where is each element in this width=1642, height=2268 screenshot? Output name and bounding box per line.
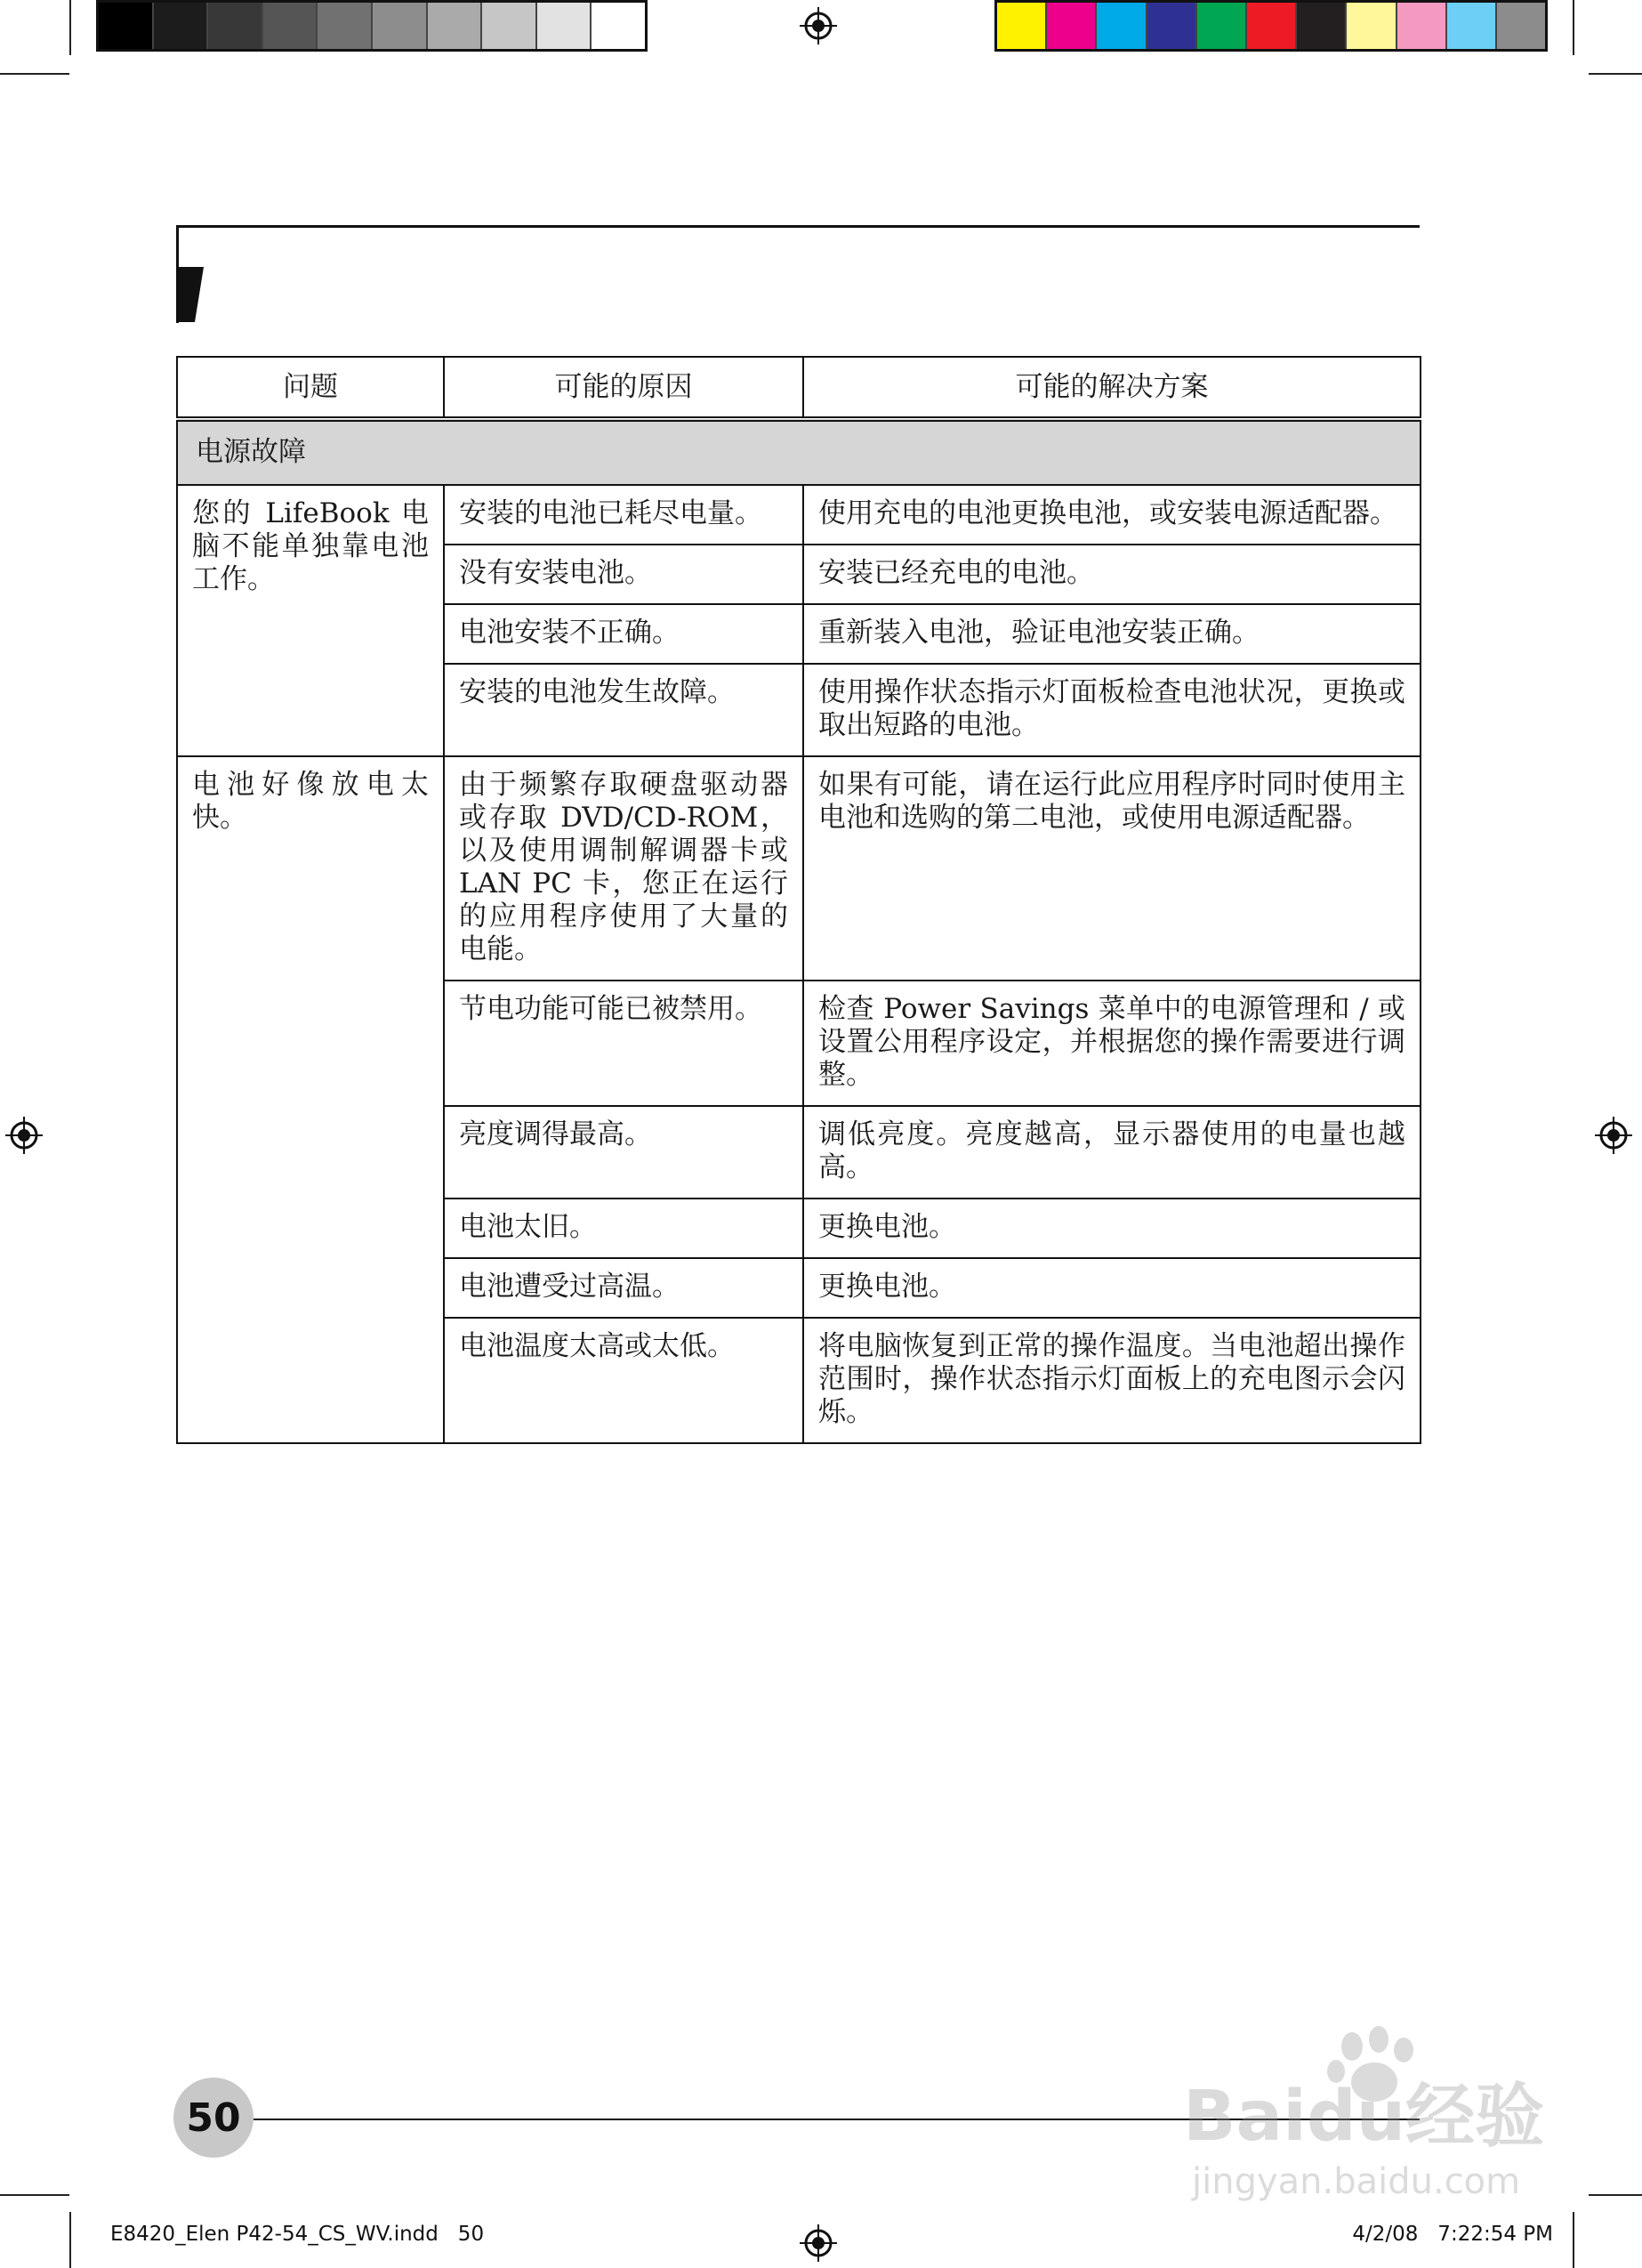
- problem-cell: 电池好像放电太快。: [177, 756, 444, 1443]
- gray-swatch: [263, 3, 318, 49]
- table-header-row: [177, 357, 1421, 419]
- troubleshooting-table: [176, 356, 1421, 1444]
- section-row: [177, 419, 1421, 485]
- color-swatch: [997, 3, 1047, 49]
- header-tab-marker: [177, 267, 204, 322]
- header-rule: [176, 225, 1420, 228]
- color-swatch: [1297, 3, 1347, 49]
- gray-swatch: [592, 3, 645, 49]
- crop-mark: [0, 73, 69, 75]
- cause-cell: 电池太旧。: [444, 1199, 803, 1258]
- watermark-brand: Baidu经验: [1183, 2077, 1545, 2157]
- registration-mark-bottom: [800, 2224, 837, 2262]
- crop-mark: [1573, 2212, 1574, 2268]
- solution-cell: 重新装入电池，验证电池安装正确。: [803, 604, 1421, 664]
- color-swatch: [1497, 3, 1545, 49]
- cause-cell: 电池温度太高或太低。: [444, 1318, 803, 1443]
- solution-cell: 安装已经充电的电池。: [803, 545, 1421, 604]
- solution-cell: 将电脑恢复到正常的操作温度。当电池超出操作范围时，操作状态指示灯面板上的充电图示会闪烁。: [803, 1318, 1421, 1443]
- solution-cell: 使用充电的电池更换电池，或安装电源适配器。: [803, 485, 1421, 545]
- baidu-watermark: [1165, 2020, 1557, 2207]
- process-color-bar: [994, 0, 1548, 52]
- gray-swatch: [373, 3, 428, 49]
- gray-swatch: [537, 3, 592, 49]
- color-swatch: [1347, 3, 1397, 49]
- crop-mark: [1573, 0, 1574, 55]
- color-swatch: [1247, 3, 1297, 49]
- crop-mark: [1589, 2194, 1642, 2196]
- solution-cell: 如果有可能，请在运行此应用程序时同时使用主电池和选购的第二电池，或使用电源适配器。: [803, 756, 1421, 981]
- cause-cell: 电池遭受过高温。: [444, 1258, 803, 1318]
- color-swatch: [1147, 3, 1197, 49]
- crop-mark: [1589, 73, 1642, 75]
- gray-swatch: [318, 3, 373, 49]
- registration-mark-top: [800, 7, 837, 44]
- gray-swatch: [154, 3, 209, 49]
- color-swatch: [1447, 3, 1497, 49]
- crop-mark: [69, 0, 71, 55]
- grayscale-color-bar: [96, 0, 648, 52]
- header-solution: 可能的解决方案: [803, 357, 1421, 419]
- gray-swatch: [428, 3, 483, 49]
- color-swatch: [1047, 3, 1097, 49]
- color-swatch: [1397, 3, 1447, 49]
- print-slug-filename: E8420_Elen P42-54_CS_WV.indd 50: [110, 2223, 485, 2246]
- registration-mark-left: [5, 1117, 43, 1154]
- problem-cell: 您的 LifeBook 电脑不能单独靠电池工作。: [177, 485, 444, 756]
- crop-mark: [0, 2194, 69, 2196]
- table-row: [177, 756, 1421, 981]
- solution-cell: 更换电池。: [803, 1199, 1421, 1258]
- solution-cell: 更换电池。: [803, 1258, 1421, 1318]
- cause-cell: 节电功能可能已被禁用。: [444, 981, 803, 1106]
- solution-cell: 检查 Power Savings 菜单中的电源管理和 / 或设置公用程序设定，并根据您的操作需要进行调整。: [803, 981, 1421, 1106]
- cause-cell: 没有安装电池。: [444, 545, 803, 604]
- page-number: 50: [173, 2078, 254, 2158]
- gray-swatch: [208, 3, 263, 49]
- crop-mark: [69, 2212, 71, 2268]
- section-title: 电源故障: [177, 419, 1421, 485]
- cause-cell: 安装的电池发生故障。: [444, 664, 803, 756]
- color-swatch: [1097, 3, 1147, 49]
- cause-cell: 电池安装不正确。: [444, 604, 803, 664]
- cause-cell: 安装的电池已耗尽电量。: [444, 485, 803, 545]
- cause-cell: 亮度调得最高。: [444, 1106, 803, 1199]
- color-swatch: [1197, 3, 1247, 49]
- table-row: [177, 485, 1421, 545]
- cause-cell: 由于频繁存取硬盘驱动器或存取 DVD/CD-ROM，以及使用调制解调器卡或 LAN PC 卡，您正在运行的应用程序使用了大量的电能。: [444, 756, 803, 981]
- solution-cell: 调低亮度。亮度越高，显示器使用的电量也越高。: [803, 1106, 1421, 1199]
- solution-cell: 使用操作状态指示灯面板检查电池状况，更换或取出短路的电池。: [803, 664, 1421, 756]
- watermark-url: jingyan.baidu.com: [1192, 2161, 1521, 2202]
- header-cause: 可能的原因: [444, 357, 803, 419]
- header-problem: 问题: [177, 357, 444, 419]
- registration-mark-right: [1595, 1117, 1632, 1154]
- print-slug-timestamp: 4/2/08 7:22:54 PM: [1352, 2223, 1553, 2246]
- gray-swatch: [99, 3, 154, 49]
- gray-swatch: [482, 3, 537, 49]
